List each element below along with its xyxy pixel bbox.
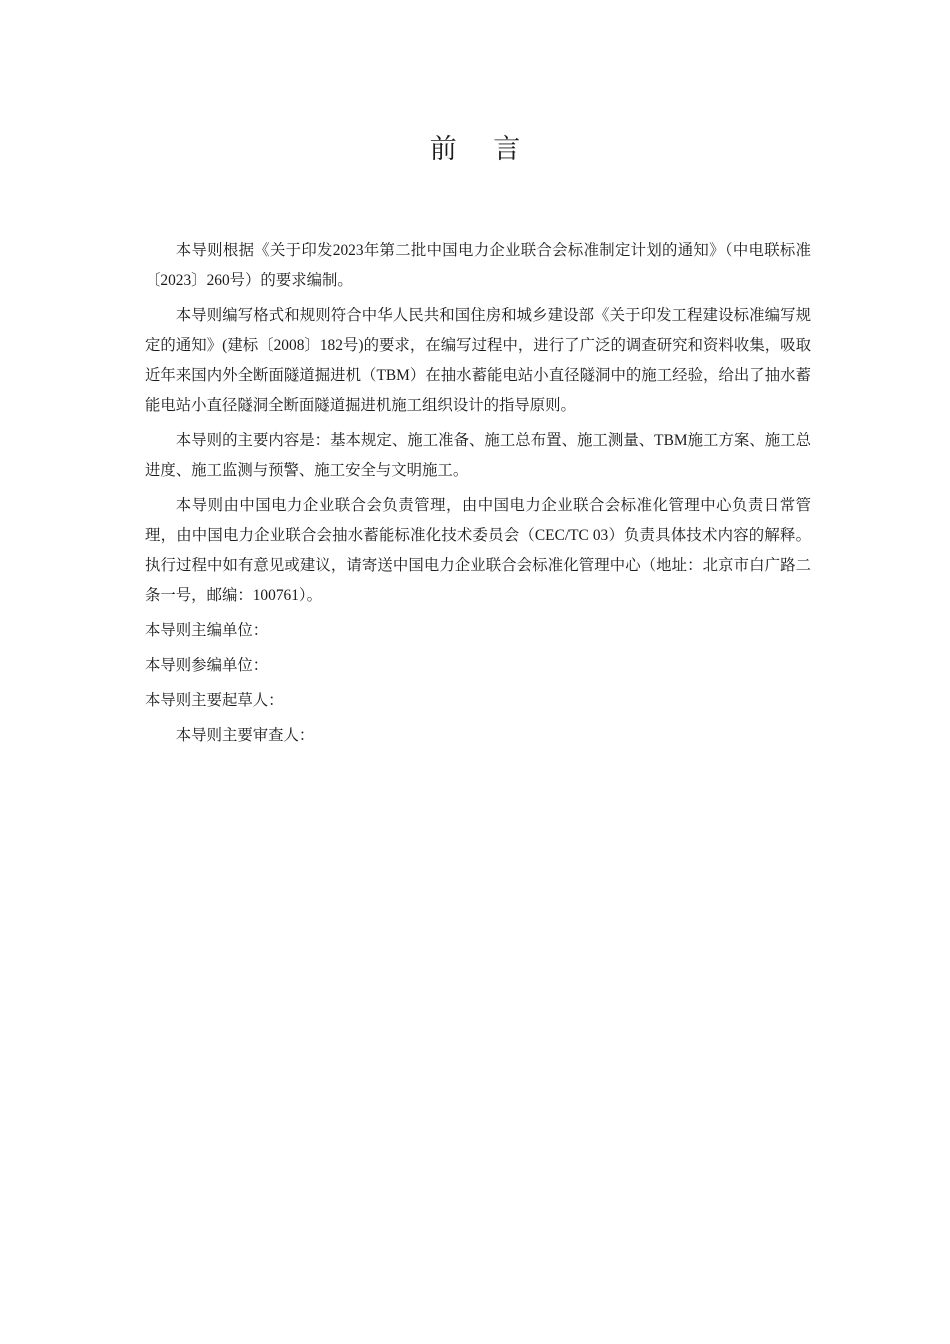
main-drafters-label: 本导则主要起草人： (145, 692, 284, 709)
preface-paragraph-4: 本导则由中国电力企业联合会负责管理，由中国电力企业联合会标准化管理中心负责日常管理，由中国电力企业联合会抽水蓄能标准化技术委员会（CEC/TC 03）负责具体技术内容的解释。执行过程中如有意见或建议，请寄送中国电力企业联合会标准化管理中心（地址：北京市白广路二条一号，邮编：100761）。 (145, 497, 811, 604)
participating-units-label: 本导则参编单位： (145, 657, 269, 674)
chief-editor-unit-label: 本导则主编单位： (145, 622, 269, 639)
page-title: 前 言 (429, 134, 535, 165)
preface-paragraph-3: 本导则的主要内容是：基本规定、施工准备、施工总布置、施工测量、TBM施工方案、施工总进度、施工监测与预警、施工安全与文明施工。 (145, 432, 811, 479)
preface-paragraph-1: 本导则根据《关于印发2023年第二批中国电力企业联合会标准制定计划的通知》（中电联标准〔2023〕260号）的要求编制。 (145, 242, 811, 289)
preface-body (145, 236, 811, 756)
main-reviewers-label: 本导则主要审查人： (175, 727, 315, 744)
preface-paragraph-2: 本导则编写格式和规则符合中华人民共和国住房和城乡建设部《关于印发工程建设标准编写规定的通知》(建标〔2008〕182号)的要求，在编写过程中，进行了广泛的调查研究和资料收集，吸取近年来国内外全断面隧道掘进机（TBM）在抽水蓄能电站小直径隧洞中的施工经验，给出了抽水蓄能电站小直径隧洞全断面隧道掘进机施工组织设计的指导原则。 (145, 307, 811, 414)
